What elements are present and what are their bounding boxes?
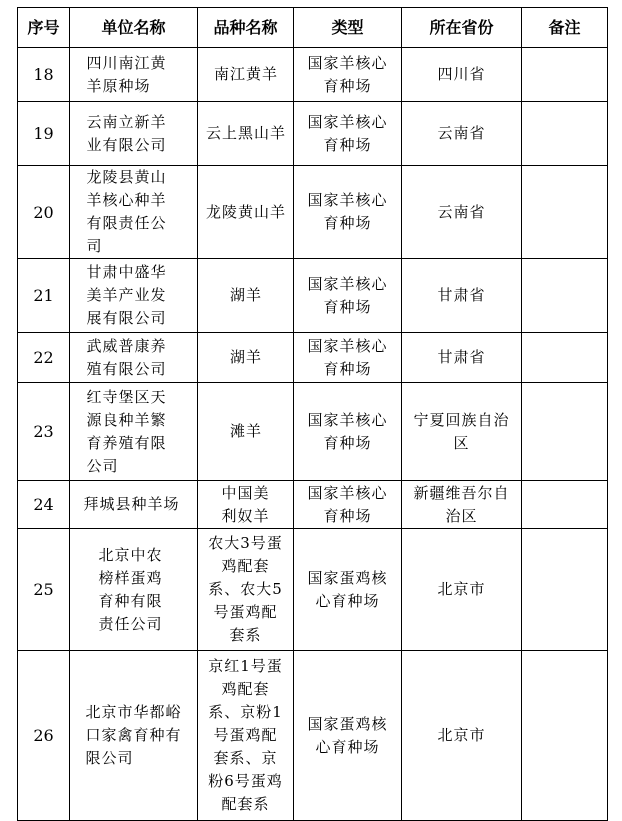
cell-breed-name-text: 京红1号蛋鸡配套系、京粉1号蛋鸡配套系、京粉6号蛋鸡配套系 xyxy=(208,657,283,813)
cell-province-text: 甘肃省 xyxy=(437,348,486,366)
cell-note xyxy=(522,166,608,259)
cell-unit-name-text: 云南立新羊业有限公司 xyxy=(86,112,167,154)
cell-province xyxy=(402,166,522,259)
cell-serial-text: 22 xyxy=(33,348,54,367)
cell-unit-name-text: 四川南江黄羊原种场 xyxy=(86,53,167,95)
cell-serial-text: 23 xyxy=(33,422,54,441)
cell-unit-name xyxy=(70,102,198,166)
cell-breed-name xyxy=(198,259,294,333)
cell-serial xyxy=(18,333,70,383)
cell-type xyxy=(294,48,402,102)
cell-province-text: 云南省 xyxy=(437,124,486,142)
cell-breed-name-text: 云上黑山羊 xyxy=(205,124,286,142)
cell-breed-name xyxy=(198,102,294,166)
cell-type-text: 国家羊核心育种场 xyxy=(307,336,388,378)
cell-unit-name-text: 红寺堡区天源良种羊繁育养殖有限公司 xyxy=(86,387,167,475)
cell-type-text: 国家羊核心育种场 xyxy=(307,53,388,95)
table-row xyxy=(18,383,608,481)
table-row xyxy=(18,102,608,166)
cell-province xyxy=(402,333,522,383)
table-row xyxy=(18,333,608,383)
breeding-farm-table xyxy=(17,7,608,821)
cell-serial xyxy=(18,259,70,333)
cell-serial xyxy=(18,651,70,821)
cell-type-text: 国家羊核心育种场 xyxy=(307,191,388,232)
cell-serial xyxy=(18,102,70,166)
cell-unit-name-text: 甘肃中盛华美羊产业发展有限公司 xyxy=(86,263,167,327)
cell-breed-name-text: 湖羊 xyxy=(229,348,262,366)
cell-type xyxy=(294,529,402,651)
cell-serial-text: 24 xyxy=(33,495,54,514)
cell-unit-name-text: 龙陵县黄山羊核心种羊有限责任公司 xyxy=(86,168,167,255)
cell-unit-name xyxy=(70,333,198,383)
cell-note xyxy=(522,481,608,529)
cell-note xyxy=(522,651,608,821)
cell-province-text: 北京市 xyxy=(437,726,486,744)
cell-province xyxy=(402,102,522,166)
cell-breed-name-text: 龙陵黄山羊 xyxy=(205,202,286,221)
table-row xyxy=(18,481,608,529)
cell-serial-text: 19 xyxy=(33,124,54,143)
cell-unit-name xyxy=(70,529,198,651)
cell-note xyxy=(522,383,608,481)
cell-province-text: 新疆维吾尔自治区 xyxy=(413,483,510,525)
cell-serial xyxy=(18,529,70,651)
table-header-row xyxy=(18,8,608,48)
cell-province-text: 云南省 xyxy=(437,202,486,221)
cell-province xyxy=(402,383,522,481)
cell-unit-name-text: 武威普康养殖有限公司 xyxy=(86,336,167,378)
cell-type xyxy=(294,166,402,259)
cell-unit-name xyxy=(70,166,198,259)
cell-unit-name xyxy=(70,383,198,481)
cell-serial xyxy=(18,383,70,481)
cell-province xyxy=(402,481,522,529)
cell-serial xyxy=(18,48,70,102)
cell-breed-name-text: 中国美利奴羊 xyxy=(221,483,270,525)
table-row xyxy=(18,166,608,259)
cell-type-text: 国家羊核心育种场 xyxy=(307,274,388,316)
cell-type xyxy=(294,259,402,333)
table-row xyxy=(18,651,608,821)
cell-type-text: 国家蛋鸡核心育种场 xyxy=(307,568,388,610)
cell-type-text: 国家蛋鸡核心育种场 xyxy=(307,714,388,756)
cell-province xyxy=(402,48,522,102)
cell-breed-name xyxy=(198,166,294,259)
cell-unit-name-text: 北京市华都峪口家禽育种有限公司 xyxy=(85,703,182,767)
header-breed-name: 品种名称 xyxy=(198,8,294,48)
cell-type xyxy=(294,651,402,821)
cell-type xyxy=(294,383,402,481)
cell-type xyxy=(294,333,402,383)
header-serial: 序号 xyxy=(18,8,70,48)
cell-serial xyxy=(18,166,70,259)
cell-breed-name-text: 湖羊 xyxy=(229,286,262,304)
cell-note xyxy=(522,102,608,166)
cell-serial-text: 26 xyxy=(33,726,54,745)
cell-unit-name xyxy=(70,481,198,529)
header-type: 类型 xyxy=(294,8,402,48)
cell-province-text: 四川省 xyxy=(437,65,486,83)
table-body xyxy=(18,48,608,821)
cell-breed-name xyxy=(198,651,294,821)
cell-type-text: 国家羊核心育种场 xyxy=(307,112,388,154)
cell-note xyxy=(522,529,608,651)
cell-unit-name xyxy=(70,651,198,821)
cell-breed-name xyxy=(198,333,294,383)
cell-unit-name xyxy=(70,48,198,102)
header-province: 所在省份 xyxy=(402,8,522,48)
cell-serial xyxy=(18,481,70,529)
cell-note xyxy=(522,333,608,383)
cell-province-text: 宁夏回族自治区 xyxy=(413,410,510,452)
table-row xyxy=(18,259,608,333)
table-row xyxy=(18,48,608,102)
cell-breed-name xyxy=(198,383,294,481)
cell-note xyxy=(522,48,608,102)
cell-note xyxy=(522,259,608,333)
cell-province-text: 甘肃省 xyxy=(437,286,486,304)
header-note: 备注 xyxy=(522,8,608,48)
cell-breed-name xyxy=(198,48,294,102)
cell-breed-name-text: 南江黄羊 xyxy=(213,65,278,83)
cell-unit-name-text: 北京中农榜样蛋鸡育种有限责任公司 xyxy=(98,545,163,633)
cell-serial-text: 25 xyxy=(33,580,54,599)
cell-type xyxy=(294,481,402,529)
cell-type xyxy=(294,102,402,166)
cell-unit-name xyxy=(70,259,198,333)
header-unit-name: 单位名称 xyxy=(70,8,198,48)
cell-type-text: 国家羊核心育种场 xyxy=(307,410,388,452)
cell-province xyxy=(402,529,522,651)
cell-province xyxy=(402,651,522,821)
cell-breed-name-text: 农大3号蛋鸡配套系、农大5号蛋鸡配套系 xyxy=(208,534,283,644)
cell-serial-text: 18 xyxy=(33,65,54,84)
cell-breed-name-text: 滩羊 xyxy=(229,422,262,440)
cell-type-text: 国家羊核心育种场 xyxy=(307,483,388,525)
table-row xyxy=(18,529,608,651)
cell-province-text: 北京市 xyxy=(437,580,486,598)
cell-serial-text: 20 xyxy=(33,202,54,222)
cell-unit-name-text: 拜城县种羊场 xyxy=(83,495,180,513)
cell-breed-name xyxy=(198,529,294,651)
cell-province xyxy=(402,259,522,333)
cell-breed-name xyxy=(198,481,294,529)
cell-serial-text: 21 xyxy=(33,286,54,305)
